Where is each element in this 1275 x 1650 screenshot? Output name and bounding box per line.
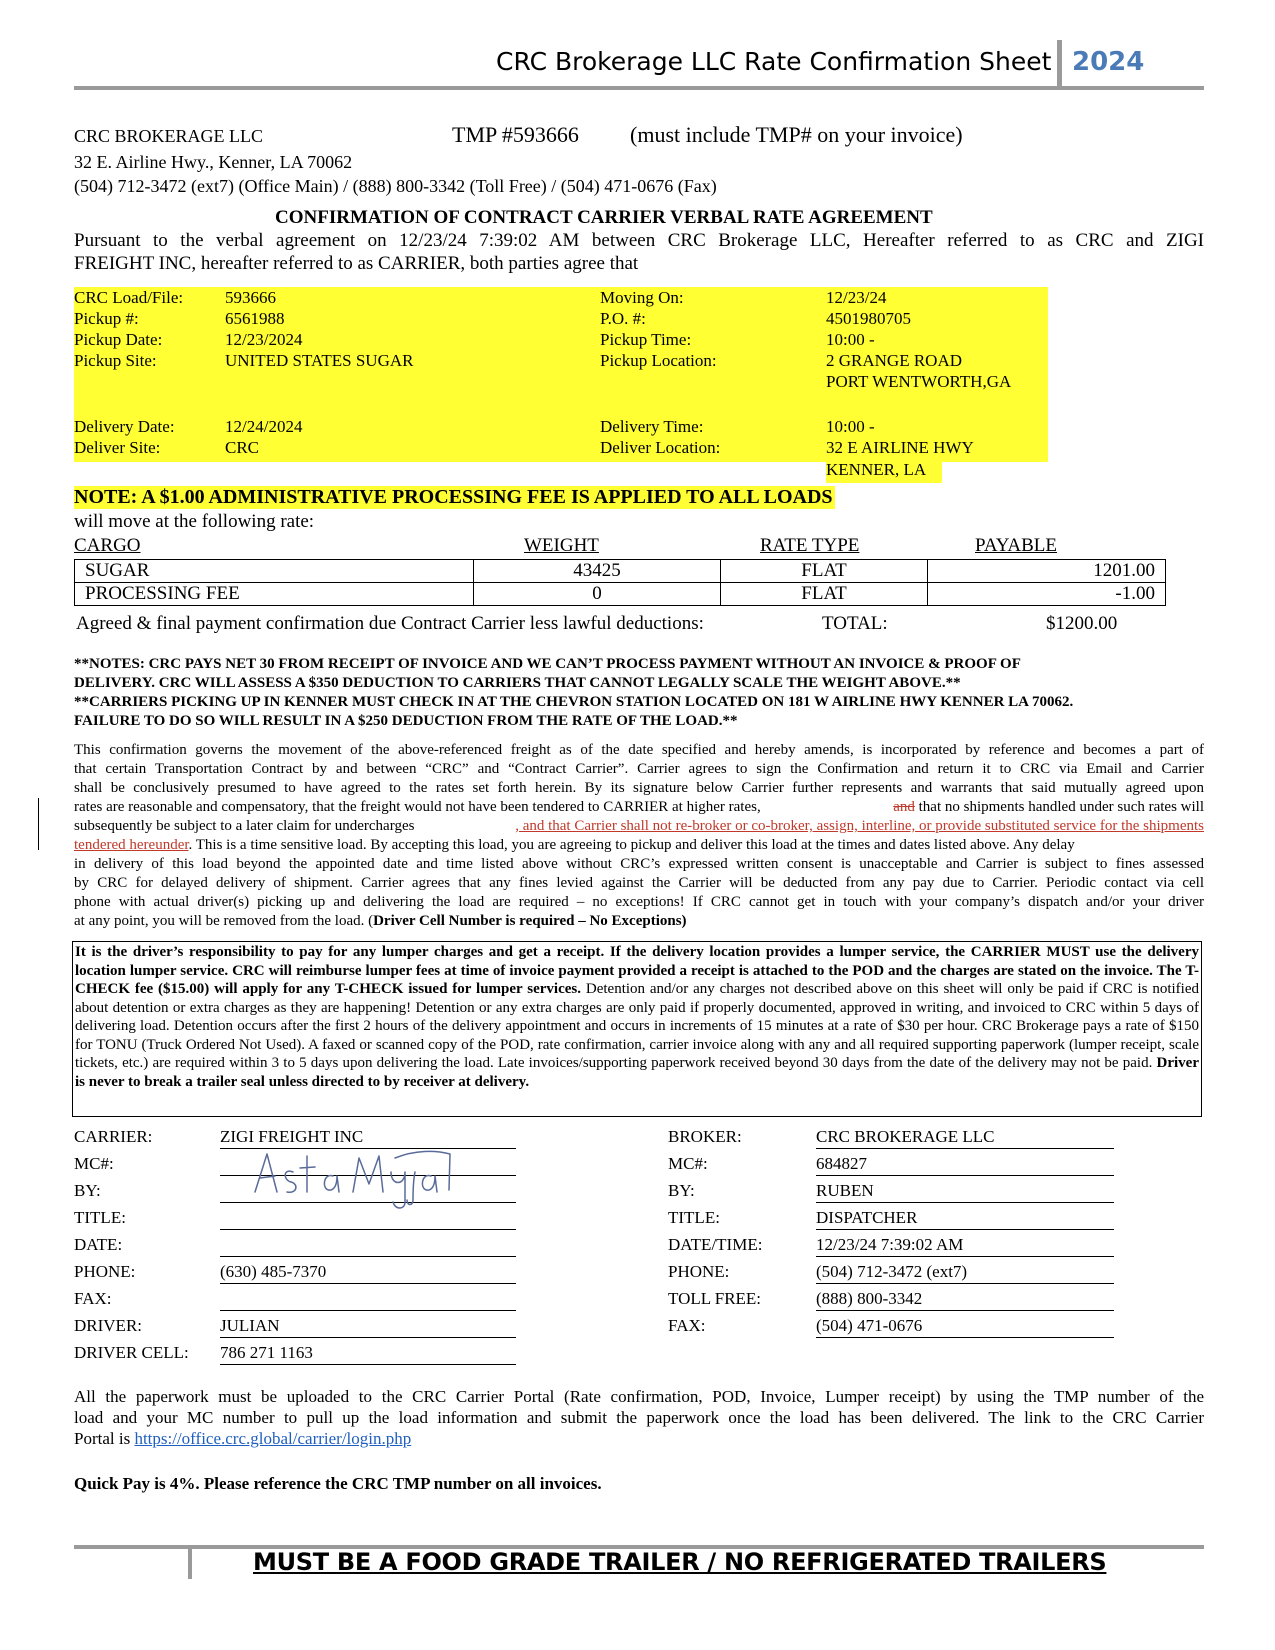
broker-title-label: TITLE: [668,1208,720,1227]
broker-fax-value: (504) 471-0676 [816,1316,923,1335]
deliver-site-value: CRC [225,438,260,457]
terms-line: in delivery of this load beyond the appointed date and time listed above without CRC’s expressed written consent is unacceptable and Carrier is subject to fines assessed [74,856,1204,872]
broker-datetime-label: DATE/TIME: [668,1235,763,1254]
notes-line3: **CARRIERS PICKING UP IN KENNER MUST CHECK IN AT THE CHEVRON STATION LOCATED ON 181 W AIRLINE HWY KENNER LA 70062. [74,694,1074,710]
pickup-date-value: 12/23/2024 [225,330,303,349]
broker-by-value: RUBEN [816,1181,874,1200]
weight-cell: 43425 [474,560,721,583]
carrier-by-label: BY: [74,1181,101,1200]
terms-text: subsequently be subject to a later claim for undercharges [74,818,415,834]
document-year: 2024 [1072,47,1145,77]
header-rule [74,86,1204,90]
pickup-no-label: Pickup #: [74,309,139,328]
payable-cell: -1.00 [928,583,1166,606]
pickup-time-value: 10:00 - [826,330,875,349]
total-text: Agreed & final payment confirmation due Contract Carrier less lawful deductions: [76,613,704,634]
driver-cell-value: 786 271 1163 [220,1343,313,1362]
driver-label: DRIVER: [74,1316,142,1335]
lumper-detention-box [72,941,1202,1117]
portal-line: load and your MC number to pull up the load information and submit the paperwork once the load has been delivered. The link to the CRC Carrier [74,1408,1204,1427]
pickup-location-line2: PORT WENTWORTH,GA [826,372,1012,391]
table-row [75,583,1166,606]
carrier-mc-label: MC#: [74,1154,114,1173]
portal-text: Portal is [74,1429,135,1448]
document-title: CRC Brokerage LLC Rate Confirmation Sheet [496,47,1052,76]
broker-name: CRC BROKERAGE LLC [816,1127,995,1146]
broker-tollfree-value: (888) 800-3342 [816,1289,923,1308]
po-label: P.O. #: [600,309,646,328]
terms-line: that certain Transportation Contract by and between “CRC” and “Contract Carrier”. Carrier agrees to sign the Confirmation and return it to CRC via Email and Carrier [74,761,1204,777]
broker-name-field [816,1127,1114,1149]
agreement-line1: Pursuant to the verbal agreement on 12/23/24 7:39:02 AM between CRC Brokerage LLC, Hereafter referred to as CRC and ZIGI [74,230,1204,251]
footer-divider [188,1545,192,1579]
carrier-portal-link[interactable]: https://office.crc.global/carrier/login.php [134,1429,412,1448]
pickup-location-label: Pickup Location: [600,351,717,370]
terms-deleted-text: and [893,799,915,815]
company-name: CRC BROKERAGE LLC [74,126,264,146]
rate-type-header: RATE TYPE [760,535,860,556]
portal-line [74,1428,1204,1449]
weight-header: WEIGHT [524,535,599,556]
terms-inserted-text: , and that Carrier shall not re-broker or co-broker, assign, interline, or provide substituted service for the shipments [515,818,1204,834]
broker-phone-label: PHONE: [668,1262,730,1281]
broker-title-field [816,1208,1114,1230]
broker-tollfree-field [816,1289,1114,1311]
terms-line [74,817,1204,836]
broker-mc-value: 684827 [816,1154,867,1173]
cargo-header: CARGO [74,535,141,556]
terms-line: shall be conclusively presumed to have agreed to the rates set forth herein. By its signature below Carrier further represents and warrants that said mutually agreed upon [74,780,1204,796]
total-label: TOTAL: [822,613,888,634]
terms-line: phone with actual driver(s) picking up and delivering the load are required – no exceptions! If CRC cannot get in touch with your company’s dispatch and/or your driver [74,894,1204,910]
driver-cell-label: DRIVER CELL: [74,1343,189,1362]
carrier-title-field [220,1208,516,1230]
rate-type-cell: FLAT [721,583,928,606]
carrier-phone-field [220,1262,516,1284]
rate-intro: will move at the following rate: [74,511,315,532]
revision-bar [38,798,39,850]
notes-line2: DELIVERY. CRC WILL ASSESS A $350 DEDUCTION TO CARRIERS THAT CANNOT LEGALLY SCALE THE WEIGHT ABOVE.** [74,675,961,691]
broker-by-field [816,1181,1114,1203]
portal-line: All the paperwork must be uploaded to the CRC Carrier Portal (Rate confirmation, POD, Invoice, Lumper receipt) by using the TMP number of the [74,1387,1204,1406]
notes-line1: **NOTES: CRC PAYS NET 30 FROM RECEIPT OF INVOICE AND WE CAN’T PROCESS PAYMENT WITHOUT AN INVOICE & PROOF OF [74,656,1021,672]
po-value: 4501980705 [826,309,911,328]
pickup-location-line1: 2 GRANGE ROAD [826,351,962,370]
terms-line: by CRC for delayed delivery of shipment. Carrier agrees that any fines levied against the Carrier will be deducted from any pay due to Carrier. Periodic contact via cell [74,875,1204,891]
load-value: 593666 [225,288,276,307]
broker-phone-value: (504) 712-3472 (ext7) [816,1262,968,1281]
broker-mc-label: MC#: [668,1154,708,1173]
portal-paragraph [74,1386,1204,1449]
pickup-site-value: UNITED STATES SUGAR [225,351,414,370]
terms-paragraph [74,741,1204,931]
pickup-no-value: 6561988 [225,309,285,328]
weight-cell: 0 [474,583,721,606]
company-phones: (504) 712-3472 (ext7) (Office Main) / (888) 800-3342 (Toll Free) / (504) 471-0676 (Fax) [74,176,717,196]
food-grade-trailer-notice: MUST BE A FOOD GRADE TRAILER / NO REFRIGERATED TRAILERS [253,1548,1107,1576]
payable-header: PAYABLE [975,535,1058,556]
pickup-time-label: Pickup Time: [600,330,692,349]
delivery-date-label: Delivery Date: [74,417,175,436]
driver-name: JULIAN [220,1316,280,1335]
trailer-seal-text: Driver is never to break a trailer seal unless directed to by receiver at delivery. [75,1055,1199,1090]
broker-phone-field [816,1262,1114,1284]
terms-line [74,912,1204,931]
pickup-site-label: Pickup Site: [74,351,157,370]
agreement-line2: FREIGHT INC, hereafter referred to as CARRIER, both parties agree that [74,253,639,274]
carrier-name: ZIGI FREIGHT INC [220,1127,364,1146]
carrier-label: CARRIER: [74,1127,153,1146]
broker-title-value: DISPATCHER [816,1208,918,1227]
driver-cell-required: Driver Cell Number is required – No Exceptions) [373,913,687,929]
rate-type-cell: FLAT [721,560,928,583]
broker-label: BROKER: [668,1127,742,1146]
broker-tollfree-label: TOLL FREE: [668,1289,762,1308]
carrier-title-label: TITLE: [74,1208,126,1227]
cargo-cell: SUGAR [75,560,474,583]
agreement-heading: CONFIRMATION OF CONTRACT CARRIER VERBAL RATE AGREEMENT [275,207,933,228]
tmp-number: TMP #593666 [452,122,579,147]
quick-pay-note: Quick Pay is 4%. Please reference the CRC TMP number on all invoices. [74,1474,602,1493]
terms-text: . This is a time sensitive load. By accepting this load, you are agreeing to pickup and deliver this load at the times and dates listed above. Any delay [188,837,1075,853]
broker-by-label: BY: [668,1181,695,1200]
deliver-location-line1: 32 E AIRLINE HWY [826,438,974,457]
tmp-note: (must include TMP# on your invoice) [630,122,963,147]
delivery-date-value: 12/24/2024 [225,417,303,436]
terms-line [74,798,1204,817]
total-value: $1200.00 [1046,613,1118,634]
carrier-fax-label: FAX: [74,1289,112,1308]
terms-text: rates are reasonable and compensatory, that the freight would not have been tendered to CARRIER at higher rates, [74,799,761,815]
payable-cell: 1201.00 [928,560,1166,583]
carrier-phone-label: PHONE: [74,1262,136,1281]
detention-text: Detention and/or any charges not described above on this sheet will only be paid if CRC is notified about detention or extra charges as they are happening! Detention or any extra charges are only paid if properly documented, approved in writing, and invoiced to CRC within 5 days of delivering load. Detention occurs after the first 2 hours of the delivery appointment and occurs in increments of 15 minutes at a rate of $30 per hour. CRC Brokerage pays a rate of $150 for TONU (Truck Ordered Not Used). A faxed or scanned copy of the POD, rate confirmation, carrier invoice along with any and all required supporting paperwork (lumper receipt, scale tickets, etc.) are required within 3 to 5 days upon delivering the load. Late invoices/supporting paperwork received beyond 30 days from the date of the delivery may not be paid. [75,981,1199,1071]
table-row [75,560,1166,583]
company-address: 32 E. Airline Hwy., Kenner, LA 70062 [74,152,353,172]
deliver-site-label: Deliver Site: [74,438,161,457]
carrier-fax-field [220,1289,516,1311]
driver-cell-field [220,1343,516,1365]
processing-fee-note: NOTE: A $1.00 ADMINISTRATIVE PROCESSING FEE IS APPLIED TO ALL LOADS [74,486,833,508]
cargo-cell: PROCESSING FEE [75,583,474,606]
broker-mc-field [816,1154,1114,1176]
carrier-date-field [220,1235,516,1257]
notes-line4: FAILURE TO DO SO WILL RESULT IN A $250 DEDUCTION FROM THE RATE OF THE LOAD.** [74,713,738,729]
moving-value: 12/23/24 [826,288,887,307]
terms-text: at any point, you will be removed from the load. ( [74,913,374,929]
carrier-date-label: DATE: [74,1235,123,1254]
pickup-date-label: Pickup Date: [74,330,163,349]
header-divider [1057,40,1062,86]
deliver-location-line2: KENNER, LA [826,460,927,479]
carrier-phone-value: (630) 485-7370 [220,1262,327,1281]
driver-field [220,1316,516,1338]
broker-fax-label: FAX: [668,1316,706,1335]
rate-table [74,559,1166,606]
delivery-time-value: 10:00 - [826,417,875,436]
broker-datetime-value: 12/23/24 7:39:02 AM [816,1235,964,1254]
lumper-text: It is the driver’s responsibility to pay for any lumper charges and get a receipt. If the delivery location provides a lumper service, the CARRIER MUST use the delivery location lumper service. CRC will reimburse lumper fees at time of invoice payment provided a receipt is attached to the POD and the charges are stated on the invoice. The T-CHECK fee ($15.00) will apply for any T-CHECK issued for lumper services. [75,944,1199,997]
terms-line: This confirmation governs the movement of the above-referenced freight as of the date specified and hereby amends, is incorporated by reference and becomes a part of [74,742,1204,758]
terms-text: that no shipments handled under such rates will [918,799,1204,815]
load-label: CRC Load/File: [74,288,184,307]
terms-line [74,836,1204,855]
deliver-location-label: Deliver Location: [600,438,721,457]
delivery-time-label: Delivery Time: [600,417,704,436]
carrier-signature [245,1142,455,1212]
broker-fax-field [816,1316,1114,1338]
terms-inserted-text: tendered hereunder [74,837,189,853]
broker-datetime-field [816,1235,1114,1257]
moving-label: Moving On: [600,288,684,307]
